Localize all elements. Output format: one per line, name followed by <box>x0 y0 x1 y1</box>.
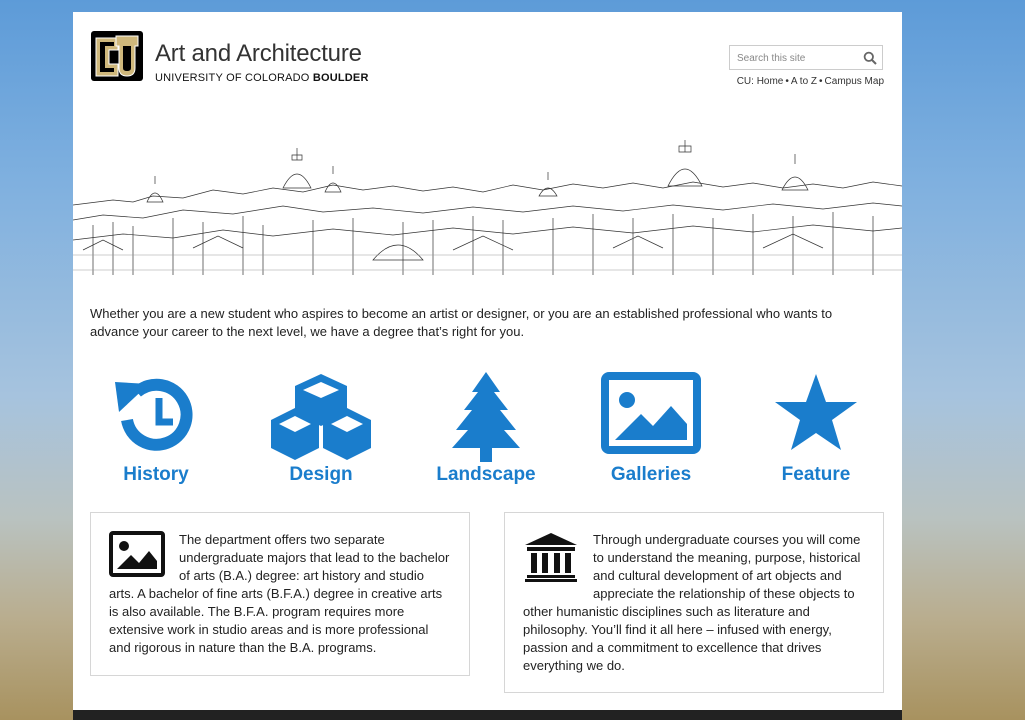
tile-galleries[interactable] <box>581 370 721 490</box>
tile-label: Galleries <box>610 464 692 485</box>
tile-design[interactable] <box>251 370 391 490</box>
tile-history[interactable] <box>86 370 226 490</box>
institution-icon <box>523 531 579 583</box>
history-icon <box>111 370 201 460</box>
cubes-icon <box>261 370 381 462</box>
tile-label: Design <box>289 464 353 485</box>
intro-text: Whether you are a new student who aspires to become an artist or designer, or you are an established professional who wants to advance your career to the next level, we have a degree that’s right for you. <box>90 306 833 339</box>
banner-sketch-image <box>73 130 902 285</box>
box-text: Through undergraduate courses you will come to understand the meaning, purpose, historical and cultural development of art objects and appreciate the relationship of these objects to other humanistic disciplines such as literature and philosophy. You’ll find it all here – infused with energy, passion and a commitment to excellence that drives everything we do. <box>523 532 861 673</box>
subtitle-bold: BOULDER <box>312 72 369 84</box>
link-cu-home[interactable]: CU: Home <box>736 76 784 87</box>
info-box-courses <box>504 512 884 693</box>
tree-icon <box>446 370 526 462</box>
footer-bar <box>73 710 902 720</box>
picture-icon <box>109 531 165 577</box>
box-text: The department offers two separate undergraduate majors that lead to the bachelor of arts (B.A.) degree: art history and studio arts. A bachelor of fine arts (B.F.A.) degree in creative arts is also available. The B.F.A. program requires more extensive work in studio areas and is more professional and rigorous in nature than the B.A. programs. <box>109 532 450 655</box>
separator: • <box>819 76 823 87</box>
tile-label: Landscape <box>436 464 536 485</box>
search-icon[interactable] <box>863 51 877 65</box>
info-box-degrees <box>90 512 470 676</box>
utility-links <box>729 76 884 87</box>
picture-icon <box>601 370 701 460</box>
search-box <box>729 45 883 70</box>
page <box>73 12 902 720</box>
tile-label: Feature <box>781 464 851 485</box>
star-icon <box>771 370 861 460</box>
site-title[interactable]: Art and Architecture <box>155 40 362 67</box>
tile-landscape[interactable] <box>416 370 556 490</box>
site-subtitle <box>155 72 369 84</box>
subtitle-regular: UNIVERSITY OF COLORADO <box>155 72 310 84</box>
link-campus-map[interactable]: Campus Map <box>824 76 884 87</box>
tile-feature[interactable] <box>746 370 886 490</box>
tile-label: History <box>123 464 189 485</box>
search-input[interactable] <box>737 51 857 65</box>
separator: • <box>785 76 789 87</box>
link-a-to-z[interactable]: A to Z <box>790 76 818 87</box>
cu-logo-icon[interactable] <box>90 30 144 82</box>
